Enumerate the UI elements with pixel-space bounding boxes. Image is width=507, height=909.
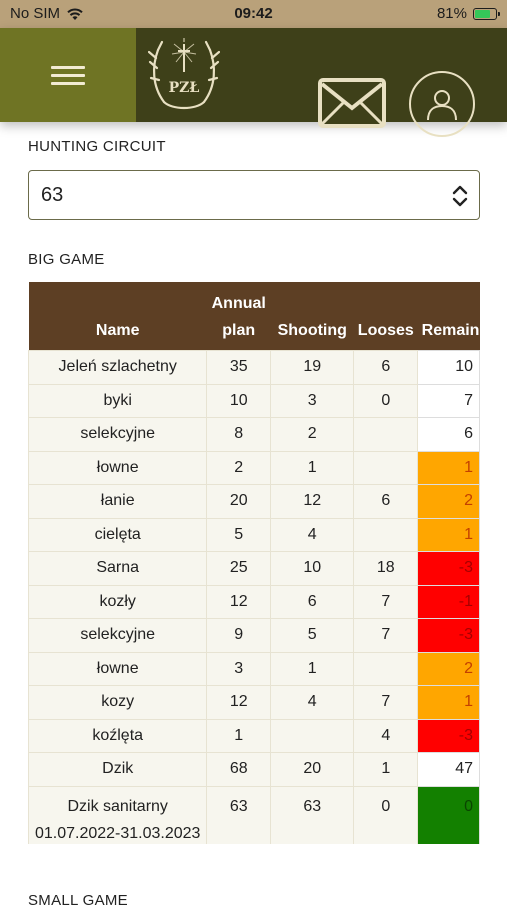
cell-annual-plan: 20 bbox=[207, 485, 271, 519]
big-game-table-wrap[interactable] bbox=[28, 282, 480, 844]
cell-looses: 1 bbox=[354, 753, 418, 787]
cell-looses: 6 bbox=[354, 485, 418, 519]
hunting-circuit-label: HUNTING CIRCUIT bbox=[28, 138, 166, 155]
cell-name-period: 01.07.2022-31.03.2023 bbox=[34, 824, 201, 842]
cell-remain: 6 bbox=[418, 418, 480, 452]
table-row bbox=[29, 552, 480, 586]
cell-name bbox=[29, 518, 207, 552]
table-row bbox=[29, 585, 480, 619]
status-right bbox=[437, 5, 497, 22]
cell-looses: 6 bbox=[354, 351, 418, 385]
cell-name bbox=[29, 652, 207, 686]
table-header-row bbox=[29, 282, 480, 351]
pzl-logo bbox=[148, 38, 220, 114]
cell-remain: 1 bbox=[418, 686, 480, 720]
select-chevron-icon bbox=[451, 185, 469, 207]
big-game-table bbox=[28, 282, 480, 844]
table-row bbox=[29, 418, 480, 452]
table-row bbox=[29, 518, 480, 552]
logo-text: PZŁ bbox=[168, 80, 200, 96]
cell-annual-plan: 5 bbox=[207, 518, 271, 552]
cell-shooting: 6 bbox=[271, 585, 354, 619]
cell-remain: -1 bbox=[418, 585, 480, 619]
cell-shooting: 12 bbox=[271, 485, 354, 519]
cell-name-text: selekcyjne bbox=[80, 425, 156, 443]
hunting-circuit-value: 63 bbox=[41, 183, 64, 206]
user-icon bbox=[425, 87, 459, 121]
cell-looses: 18 bbox=[354, 552, 418, 586]
cell-looses: 0 bbox=[354, 786, 418, 844]
menu-button[interactable] bbox=[0, 28, 136, 122]
cell-shooting bbox=[271, 719, 354, 753]
status-bar bbox=[0, 0, 507, 28]
big-game-table-body bbox=[29, 351, 480, 845]
cell-looses: 4 bbox=[354, 719, 418, 753]
cell-name-text: Dzik bbox=[102, 760, 134, 778]
cell-annual-plan: 35 bbox=[207, 351, 271, 385]
col-header-shooting: Shooting bbox=[271, 282, 354, 351]
cell-name bbox=[29, 451, 207, 485]
small-game-label: SMALL GAME bbox=[28, 892, 128, 909]
cell-shooting: 3 bbox=[271, 384, 354, 418]
cell-name bbox=[29, 552, 207, 586]
cell-name-text: łowne bbox=[96, 659, 139, 677]
cell-remain: 0 bbox=[418, 786, 480, 844]
cell-shooting: 1 bbox=[271, 652, 354, 686]
cell-name bbox=[29, 753, 207, 787]
col-header-name: Name bbox=[29, 282, 207, 351]
table-row bbox=[29, 652, 480, 686]
cell-remain: -3 bbox=[418, 552, 480, 586]
battery-percent: 81% bbox=[436, 5, 467, 22]
cell-name bbox=[29, 619, 207, 653]
cell-remain: -3 bbox=[418, 719, 480, 753]
cell-looses: 7 bbox=[354, 585, 418, 619]
table-row bbox=[29, 351, 480, 385]
cell-shooting: 20 bbox=[271, 753, 354, 787]
cell-name bbox=[29, 719, 207, 753]
cell-shooting: 63 bbox=[271, 786, 354, 844]
clock: 09:42 bbox=[234, 5, 273, 22]
cell-looses: 7 bbox=[354, 619, 418, 653]
cell-name-text: Jeleń szlachetny bbox=[58, 358, 177, 376]
cell-name bbox=[29, 384, 207, 418]
cell-name-text: Sarna bbox=[96, 559, 140, 577]
cell-name-text: cielęta bbox=[94, 525, 141, 543]
table-row bbox=[29, 384, 480, 418]
cell-shooting: 4 bbox=[271, 518, 354, 552]
cell-annual-plan: 3 bbox=[207, 652, 271, 686]
cell-name-text: łowne bbox=[96, 458, 139, 476]
hunting-circuit-select[interactable] bbox=[28, 170, 480, 220]
cell-looses bbox=[354, 451, 418, 485]
cell-name bbox=[29, 585, 207, 619]
cell-name-text: selekcyjne bbox=[80, 626, 156, 644]
battery-icon bbox=[473, 8, 497, 20]
cell-annual-plan: 1 bbox=[207, 719, 271, 753]
battery-fill bbox=[475, 10, 490, 18]
cell-annual-plan: 63 bbox=[207, 786, 271, 844]
table-row bbox=[29, 451, 480, 485]
cell-looses bbox=[354, 518, 418, 552]
cell-shooting: 19 bbox=[271, 351, 354, 385]
cell-remain: 2 bbox=[418, 652, 480, 686]
cell-annual-plan: 68 bbox=[207, 753, 271, 787]
mail-icon bbox=[318, 78, 386, 128]
cell-remain: -3 bbox=[418, 619, 480, 653]
cell-looses bbox=[354, 652, 418, 686]
cell-remain: 10 bbox=[418, 351, 480, 385]
table-row bbox=[29, 686, 480, 720]
cell-remain: 1 bbox=[418, 518, 480, 552]
cell-remain: 1 bbox=[418, 451, 480, 485]
cell-name-text: Dzik sanitarny bbox=[67, 797, 168, 815]
cell-name bbox=[29, 786, 207, 844]
cell-name-text: kozy bbox=[101, 693, 135, 711]
cell-remain: 47 bbox=[418, 753, 480, 787]
cell-shooting: 1 bbox=[271, 451, 354, 485]
col-header-looses: Looses bbox=[354, 282, 418, 351]
cell-annual-plan: 25 bbox=[207, 552, 271, 586]
profile-button[interactable] bbox=[409, 71, 475, 137]
cell-name-text: koźlęta bbox=[92, 726, 144, 744]
col-header-annual-plan: Annual plan bbox=[207, 282, 271, 351]
cell-shooting: 2 bbox=[271, 418, 354, 452]
cell-looses: 0 bbox=[354, 384, 418, 418]
cell-annual-plan: 9 bbox=[207, 619, 271, 653]
cell-name-text: kozły bbox=[99, 592, 136, 610]
table-row bbox=[29, 719, 480, 753]
cell-name bbox=[29, 351, 207, 385]
table-row bbox=[29, 485, 480, 519]
cell-name bbox=[29, 686, 207, 720]
cell-looses: 7 bbox=[354, 686, 418, 720]
cell-shooting: 4 bbox=[271, 686, 354, 720]
cell-remain: 2 bbox=[418, 485, 480, 519]
table-row bbox=[29, 753, 480, 787]
messages-button[interactable] bbox=[318, 78, 386, 128]
cell-annual-plan: 10 bbox=[207, 384, 271, 418]
hamburger-icon bbox=[51, 61, 85, 90]
cell-annual-plan: 12 bbox=[207, 686, 271, 720]
cell-annual-plan: 2 bbox=[207, 451, 271, 485]
table-row bbox=[29, 619, 480, 653]
col-header-remain: Remain bbox=[418, 282, 480, 351]
cell-annual-plan: 12 bbox=[207, 585, 271, 619]
app-header bbox=[0, 28, 507, 122]
cell-shooting: 10 bbox=[271, 552, 354, 586]
cell-looses bbox=[354, 418, 418, 452]
cell-name-text: byki bbox=[103, 391, 132, 409]
cell-shooting: 5 bbox=[271, 619, 354, 653]
cell-name-text: łanie bbox=[100, 492, 135, 510]
cell-remain: 7 bbox=[418, 384, 480, 418]
cell-name bbox=[29, 418, 207, 452]
cell-name bbox=[29, 485, 207, 519]
cell-annual-plan: 8 bbox=[207, 418, 271, 452]
table-row bbox=[29, 786, 480, 844]
big-game-label: BIG GAME bbox=[28, 251, 105, 268]
carrier-label: No SIM bbox=[10, 5, 61, 22]
